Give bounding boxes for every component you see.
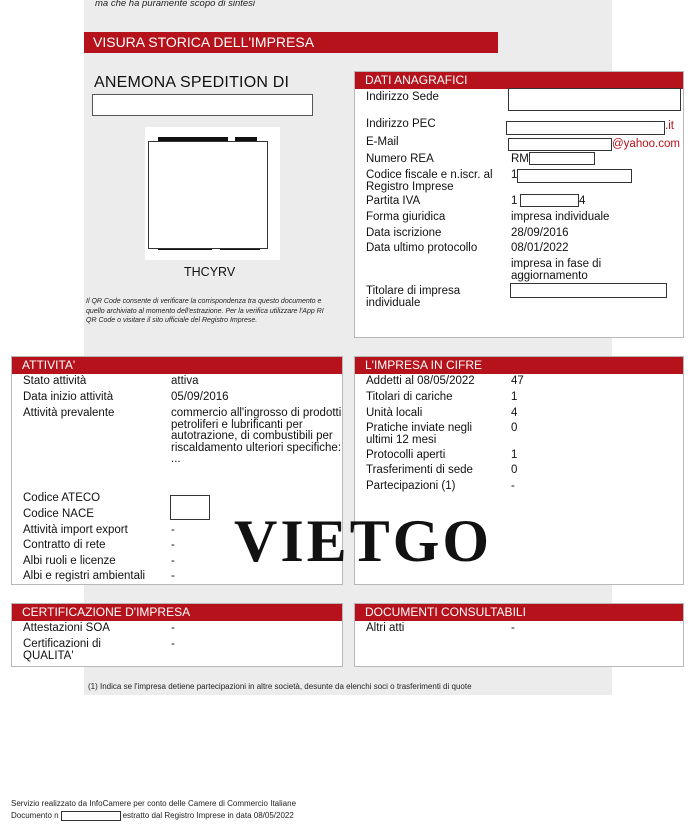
qr-code-note: Il QR Code consente di verificare la corrispondenza tra questo documento e quello archiviato al momento dell'estrazione. Per la verifica utilizzare l'App RI QR Code o visitare il sito ufficiale del Registro Imprese. bbox=[86, 298, 324, 324]
data-ultimo-protocollo-value: 08/01/2022 bbox=[511, 242, 569, 254]
albi-ruoli-value: - bbox=[171, 555, 175, 567]
codice-ateco-label: Codice ATECO bbox=[23, 492, 101, 504]
data-inizio-attivita-value: 05/09/2016 bbox=[171, 391, 229, 403]
document-number-suffix: estratto dal Registro Imprese in data 08/05/2022 bbox=[122, 811, 294, 821]
pec-suffix: .it bbox=[665, 120, 674, 132]
documenti-section bbox=[354, 603, 684, 667]
import-export-value: - bbox=[171, 524, 175, 536]
trasferimenti-sede-value: 0 bbox=[511, 464, 518, 476]
contratto-rete-value: - bbox=[171, 539, 175, 551]
addetti-label: Addetti al 08/05/2022 bbox=[366, 375, 475, 387]
certificazioni-qualita-value: - bbox=[171, 638, 175, 650]
impresa-cifre-title: L'IMPRESA IN CIFRE bbox=[355, 357, 683, 374]
data-ultimo-protocollo-label: Data ultimo protocollo bbox=[366, 242, 478, 254]
unita-locali-value: 4 bbox=[511, 407, 518, 419]
protocolli-aperti-label: Protocolli aperti bbox=[366, 449, 446, 461]
footer-service: Servizio realizzato da InfoCamere per conto delle Camere di Commercio Italiane bbox=[11, 799, 297, 808]
altri-atti-label: Altri atti bbox=[366, 622, 405, 634]
titolari-cariche-value: 1 bbox=[511, 391, 518, 403]
footer-document-line bbox=[11, 811, 294, 821]
rea-prefix: RM bbox=[511, 153, 529, 165]
albi-ambientali-label: Albi e registri ambientali bbox=[23, 570, 146, 582]
partita-iva-end: 4 bbox=[579, 195, 586, 207]
attestazioni-soa-value: - bbox=[171, 622, 175, 634]
pratiche-inviate-label: Pratiche inviate negli ultimi 12 mesi bbox=[366, 422, 473, 446]
qr-code-redaction bbox=[148, 141, 268, 249]
forma-giuridica-value: impresa individuale bbox=[511, 211, 610, 223]
email-redaction bbox=[508, 138, 612, 151]
codice-fiscale-label: Codice fiscale e n.iscr. al Registro Imprese bbox=[366, 169, 493, 193]
unita-locali-label: Unità locali bbox=[366, 407, 423, 419]
indirizzo-pec-label: Indirizzo PEC bbox=[366, 118, 436, 130]
dati-anagrafici-title: DATI ANAGRAFICI bbox=[355, 72, 683, 89]
company-name: ANEMONA SPEDITION DI bbox=[94, 74, 290, 91]
import-export-label: Attività import export bbox=[23, 524, 128, 536]
email-label: E-Mail bbox=[366, 136, 399, 148]
document-number-redaction bbox=[61, 811, 121, 821]
pratiche-inviate-value: 0 bbox=[511, 422, 518, 434]
partecipazioni-value: - bbox=[511, 480, 515, 492]
documenti-title: DOCUMENTI CONSULTABILI bbox=[355, 604, 683, 621]
titolare-label: Titolare di impresa individuale bbox=[366, 285, 461, 309]
addetti-value: 47 bbox=[511, 375, 524, 387]
attivita-prevalente-label: Attività prevalente bbox=[23, 407, 115, 419]
footnote: (1) Indica se l'impresa detiene partecipazioni in altre società, desunte da elenchi soci o trasferimenti di quote bbox=[88, 682, 472, 691]
attivita-prevalente-value: commercio all'ingrosso di prodotti petroliferi e lubrificanti per autotrazione, di combustibili per riscaldamento ulteriori specifiche: ... bbox=[171, 407, 342, 465]
altri-atti-value: - bbox=[511, 622, 515, 634]
titolare-redaction bbox=[510, 283, 667, 298]
titolari-cariche-label: Titolari di cariche bbox=[366, 391, 453, 403]
data-iscrizione-label: Data iscrizione bbox=[366, 227, 442, 239]
codice-nace-label: Codice NACE bbox=[23, 508, 94, 520]
indirizzo-sede-redaction bbox=[508, 88, 681, 111]
partita-iva-redaction bbox=[520, 194, 579, 207]
stato-aggiornamento: impresa in fase di aggiornamento bbox=[511, 258, 602, 282]
qr-code-label: THCYRV bbox=[184, 265, 236, 279]
certificazioni-qualita-label: Certificazioni di QUALITA' bbox=[23, 638, 101, 662]
watermark: VIETGO bbox=[234, 508, 493, 574]
intro-text: ma che ha puramente scopo di sintesi bbox=[95, 0, 256, 9]
pec-redaction bbox=[506, 121, 665, 135]
attestazioni-soa-label: Attestazioni SOA bbox=[23, 622, 110, 634]
main-title: VISURA STORICA DELL'IMPRESA bbox=[84, 32, 498, 53]
contratto-rete-label: Contratto di rete bbox=[23, 539, 106, 551]
rea-redaction bbox=[529, 152, 595, 165]
albi-ruoli-label: Albi ruoli e licenze bbox=[23, 555, 116, 567]
trasferimenti-sede-label: Trasferimenti di sede bbox=[366, 464, 473, 476]
partita-iva-label: Partita IVA bbox=[366, 195, 421, 207]
codice-fiscale-redaction bbox=[517, 169, 632, 183]
stato-attivita-label: Stato attività bbox=[23, 375, 87, 387]
forma-giuridica-label: Forma giuridica bbox=[366, 211, 446, 223]
ateco-nace-redaction bbox=[170, 495, 210, 520]
indirizzo-sede-label: Indirizzo Sede bbox=[366, 91, 439, 103]
certificazione-title: CERTIFICAZIONE D'IMPRESA bbox=[12, 604, 342, 621]
numero-rea-label: Numero REA bbox=[366, 153, 434, 165]
document-number-prefix: Documento n bbox=[11, 811, 59, 821]
codice-fiscale-prefix: 1 bbox=[511, 169, 518, 181]
data-inizio-attivita-label: Data inizio attività bbox=[23, 391, 114, 403]
attivita-title: ATTIVITA' bbox=[12, 357, 342, 374]
partita-iva-start: 1 bbox=[511, 195, 518, 207]
stato-attivita-value: attiva bbox=[171, 375, 199, 387]
data-iscrizione-value: 28/09/2016 bbox=[511, 227, 569, 239]
albi-ambientali-value: - bbox=[171, 570, 175, 582]
email-suffix: @yahoo.com bbox=[612, 138, 680, 150]
protocolli-aperti-value: 1 bbox=[511, 449, 518, 461]
company-name-redaction bbox=[92, 94, 313, 116]
partecipazioni-label: Partecipazioni (1) bbox=[366, 480, 456, 492]
